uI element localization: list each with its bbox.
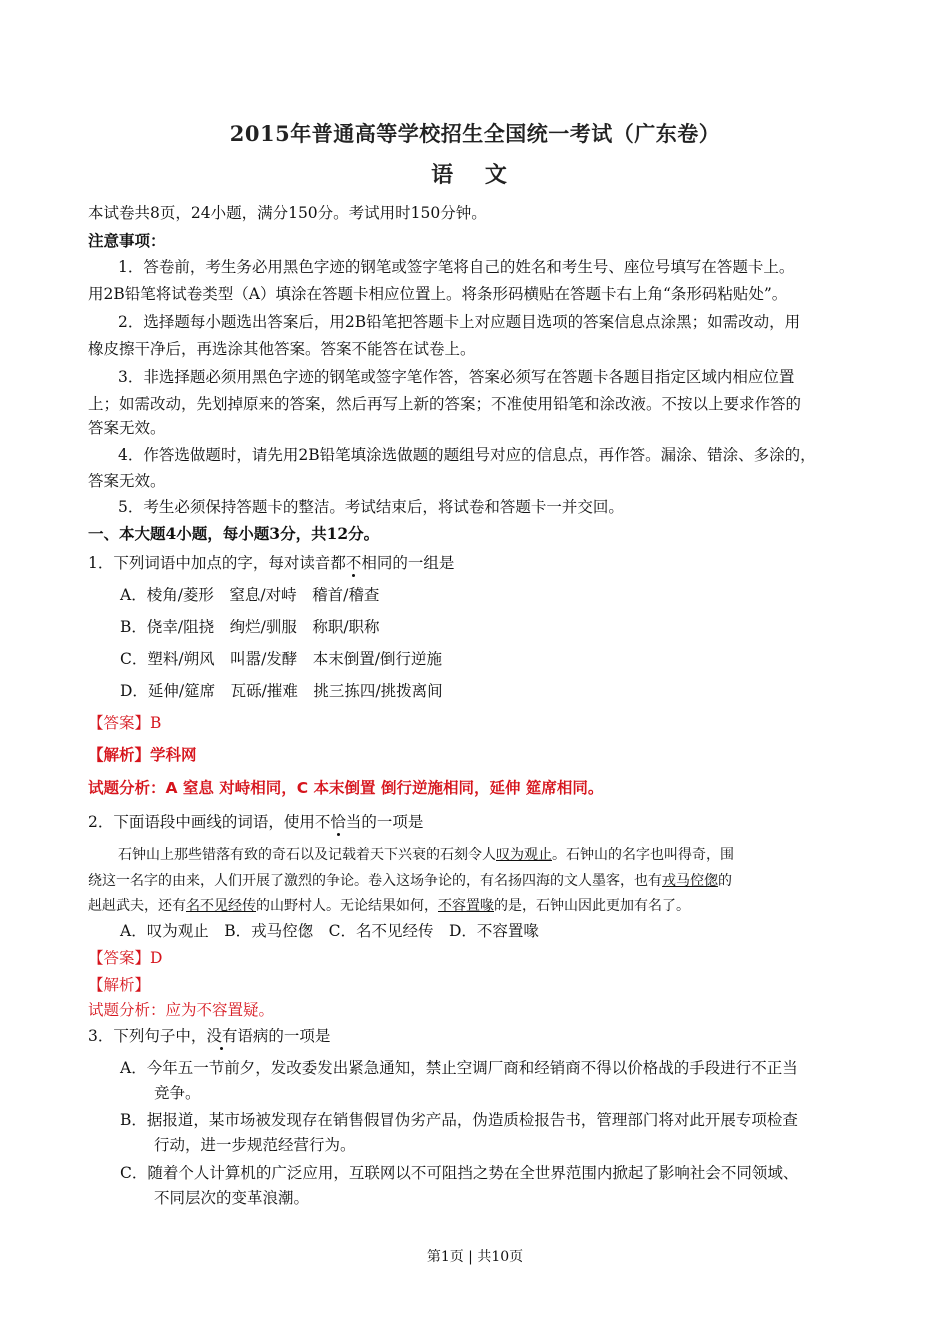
question-2-options: A．叹为观止 B．戎马倥偬 C．名不见经传 D．不容置喙	[120, 922, 539, 940]
question-1-answer: 【答案】B	[88, 714, 162, 732]
question-3-option-c: C．随着个人计算机的广泛应用，互联网以不可阻挡之势在全世界范围内掀起了影响社会不同领域、	[120, 1164, 799, 1182]
passage-text: 绕这一名字的由来，人们开展了激烈的争论。卷入这场争论的，有名扬四海的文人墨客，也有	[88, 873, 662, 889]
subject-title: 语 文	[431, 162, 519, 188]
emphasis-dot-text: 没有	[206, 1027, 238, 1045]
question-3-option-a-cont: 竞争。	[154, 1084, 201, 1102]
passage-text: 的是，石钟山因此更加有名了。	[494, 898, 690, 914]
notice-item: 2．选择题每小题选出答案后，用2B铅笔把答题卡上对应题目选项的答案信息点涂黑；如需改动，用	[118, 313, 801, 331]
section-heading: 一、本大题4小题，每小题3分，共12分。	[88, 524, 380, 543]
notice-item: 答案无效。	[88, 472, 166, 490]
passage-line	[118, 845, 734, 865]
passage-text: 赳赳武夫，还有	[88, 898, 186, 914]
question-2-stem	[88, 812, 423, 832]
question-3-stem	[88, 1026, 330, 1046]
notice-item: 上；如需改动，先划掉原来的答案，然后再写上新的答案；不准使用铅笔和涂改液。不按以上要求作答的	[88, 395, 802, 413]
passage-text: 的	[718, 873, 732, 889]
notice-item: 橡皮擦干净后，再选涂其他答案。答案不能答在试卷上。	[88, 340, 476, 358]
question-2-analysis-label: 【解析】	[88, 976, 151, 994]
passage-text: 的山野村人。无论结果如何，	[256, 898, 438, 914]
notice-item: 3．非选择题必须用黑色字迹的钢笔或签字笔作答，答案必须写在答题卡各题目指定区域内相应位置	[118, 368, 795, 386]
question-1-option-c: C．塑料/朔风 叫嚣/发酵 本末倒置/倒行逆施	[120, 650, 443, 668]
underlined-phrase: 不容置喙	[438, 898, 494, 914]
notice-item: 用2B铅笔将试卷类型（A）填涂在答题卡相应位置上。将条形码横贴在答题卡右上角“条形码粘贴处”。	[88, 285, 788, 303]
underlined-phrase: 名不见经传	[186, 898, 256, 914]
notice-item: 5．考生必须保持答题卡的整洁。考试结束后，将试卷和答题卡一并交回。	[118, 498, 624, 516]
question-1-stem	[88, 553, 454, 573]
passage-text: 。石钟山的名字也叫得奇，围	[552, 847, 734, 863]
emphasis-dot-text: 不	[345, 554, 362, 572]
stem-text: 相同的一组是	[361, 554, 455, 572]
question-3-option-c-cont: 不同层次的变革浪潮。	[154, 1189, 310, 1207]
question-3-option-a: A．今年五一节前夕，发改委发出紧急通知，禁止空调厂商和经销商不得以价格战的手段进行不正当	[120, 1059, 798, 1077]
notice-item: 4．作答选做题时，请先用2B铅笔填涂选做题的题组号对应的信息点，再作答。漏涂、错涂、多涂的，	[118, 446, 816, 464]
stem-text: 1．下列词语中加点的字，每对读音都	[88, 554, 346, 572]
stem-text: 语病的一项是	[237, 1027, 331, 1045]
notice-heading: 注意事项：	[88, 231, 166, 250]
emphasis-dot-text: 不恰当	[314, 813, 362, 831]
question-2-answer: 【答案】D	[88, 949, 163, 967]
question-1-analysis-label: 【解析】学科网	[88, 745, 197, 764]
stem-text: 2．下面语段中画线的词语，使用	[88, 813, 315, 831]
question-1-option-a: A．棱角/菱形 窒息/对峙 稽首/稽查	[120, 586, 380, 604]
underlined-phrase: 叹为观止	[496, 847, 552, 863]
passage-line	[88, 896, 690, 916]
page-footer: 第1页 | 共10页	[426, 1249, 524, 1265]
question-1-option-b: B．侥幸/阻挠 绚烂/驯服 称职/职称	[120, 618, 380, 636]
notice-item: 答案无效。	[88, 419, 166, 437]
exam-title: 2015年普通高等学校招生全国统一考试（广东卷）	[229, 121, 721, 146]
notice-item: 1．答卷前，考生务必用黑色字迹的钢笔或签字笔将自己的姓名和考生号、座位号填写在答题卡上。	[118, 258, 795, 276]
exam-intro: 本试卷共8页，24小题，满分150分。考试用时150分钟。	[88, 204, 487, 222]
passage-line	[88, 871, 732, 891]
question-2-analysis: 试题分析：应为不容置疑。	[88, 1001, 275, 1019]
question-3-option-b: B．据报道，某市场被发现存在销售假冒伪劣产品，伪造质检报告书，管理部门将对此开展专项检查	[120, 1111, 798, 1129]
question-3-option-b-cont: 行动，进一步规范经营行为。	[154, 1136, 356, 1154]
question-1-analysis: 试题分析：A 窒息 对峙相同，C 本末倒置 倒行逆施相同，延伸 筵席相同。	[88, 779, 604, 797]
question-1-option-d: D．延伸/筵席 瓦砾/摧难 挑三拣四/挑拨离间	[120, 682, 443, 700]
stem-text: 的一项是	[361, 813, 424, 831]
passage-text: 石钟山上那些错落有致的奇石以及记载着天下兴衰的石刻令人	[118, 847, 496, 863]
underlined-phrase: 戎马倥偬	[662, 873, 718, 889]
stem-text: 3．下列句子中，	[88, 1027, 207, 1045]
